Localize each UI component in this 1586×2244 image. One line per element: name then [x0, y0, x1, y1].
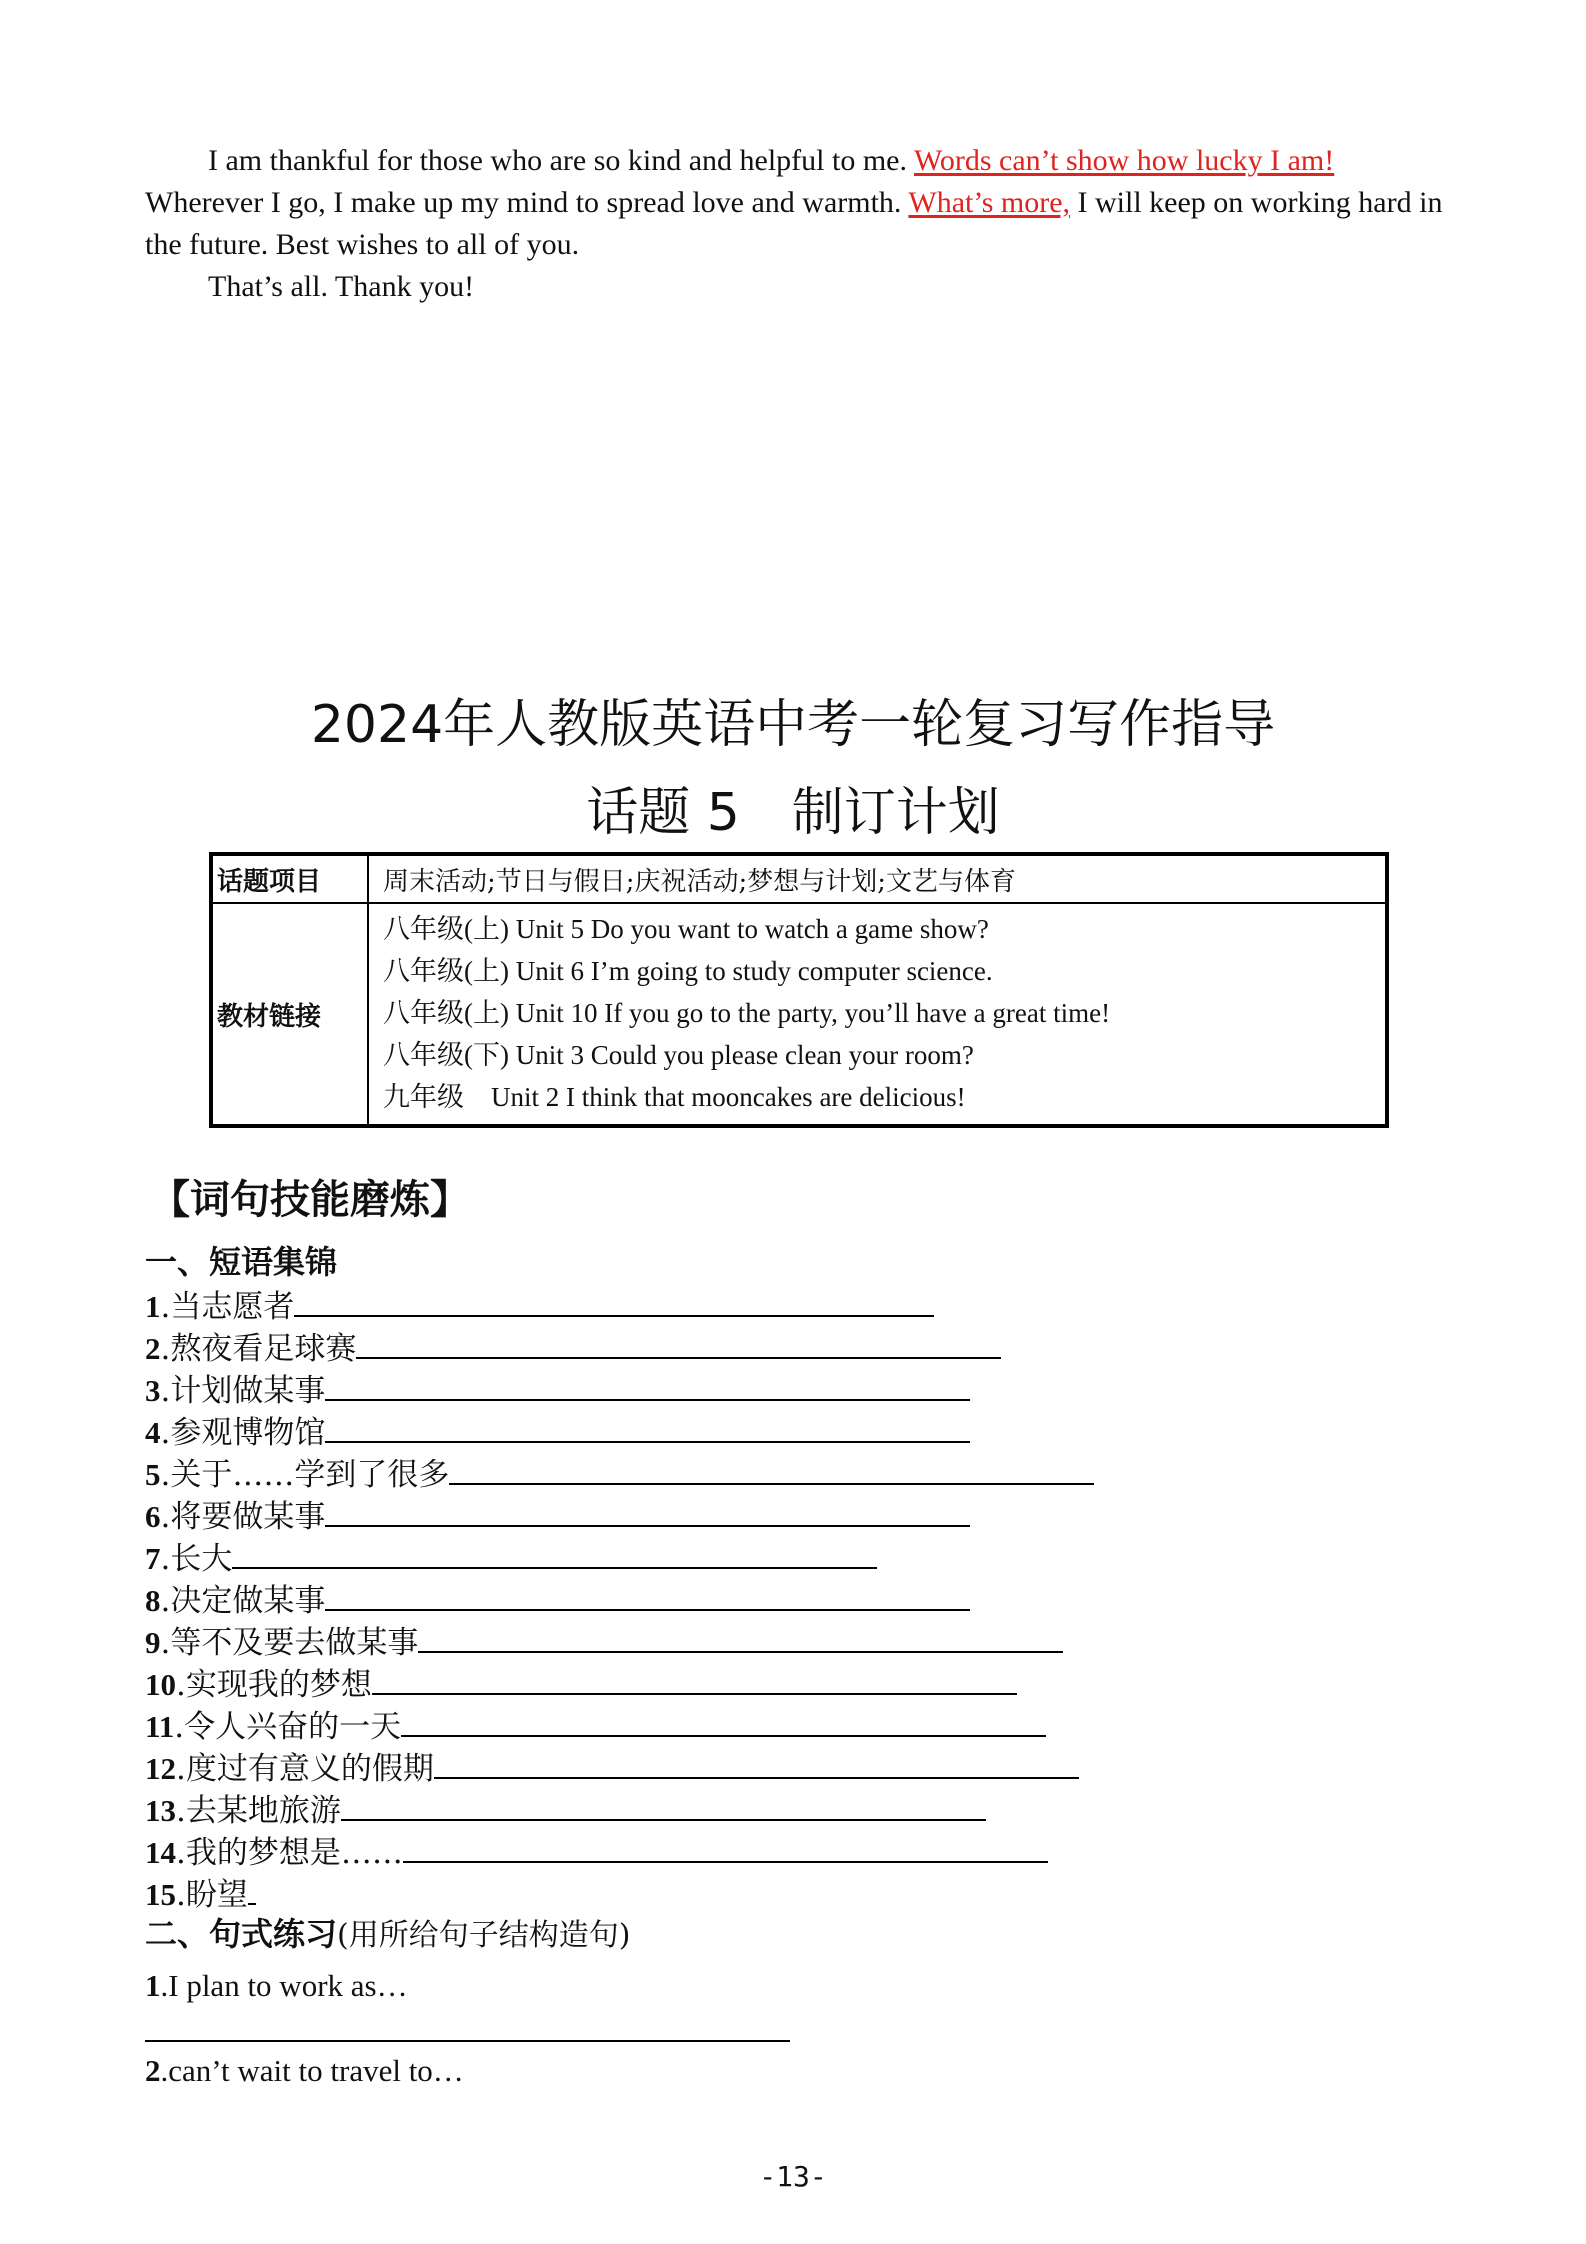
list-item — [145, 1409, 970, 1454]
answer-blank[interactable] — [325, 1367, 970, 1401]
item-text: .我的梦想是…… — [176, 1835, 403, 1871]
part1-heading: 一、短语集锦 — [145, 1243, 338, 1281]
item-number: 7 — [145, 1541, 161, 1576]
item-text: .I plan to work as… — [160, 1968, 408, 2003]
answer-line[interactable] — [145, 2040, 790, 2042]
item-text: .关于……学到了很多 — [160, 1457, 450, 1493]
list-item — [145, 1577, 970, 1622]
item-text: .等不及要去做某事 — [160, 1625, 419, 1661]
item-text: .决定做某事 — [160, 1583, 326, 1619]
answer-blank[interactable] — [325, 1493, 970, 1527]
part2-heading — [145, 1913, 630, 1957]
list-item — [145, 1367, 970, 1412]
item-number: 1 — [145, 1289, 161, 1324]
item-text: .将要做某事 — [160, 1499, 326, 1535]
answer-blank[interactable] — [434, 1745, 1079, 1779]
row-label: 教材链接 — [211, 903, 368, 1126]
item-number: 9 — [145, 1625, 161, 1660]
list-item — [145, 1745, 1079, 1790]
answer-blank[interactable] — [232, 1535, 877, 1569]
topic-title: 话题 5 制订计划 — [586, 783, 1000, 843]
answer-blank[interactable] — [403, 1829, 1048, 1863]
intro-text-2: Wherever I go, I make up my mind to spread love and warmth. — [145, 186, 909, 219]
list-item — [145, 1703, 1046, 1748]
intro-text-1: I am thankful for those who are so kind and helpful to me. — [208, 144, 914, 177]
answer-blank[interactable] — [341, 1787, 986, 1821]
highlighted-phrase-2: What’s more, — [908, 186, 1071, 219]
link-item: 八年级(上) Unit 10 If you go to the party, you’ll have a great time! — [383, 998, 1111, 1028]
textbook-links — [368, 903, 1387, 1126]
page-number: -13- — [759, 2160, 827, 2193]
sentence-prompt — [145, 2050, 464, 2092]
list-item — [145, 1787, 986, 1832]
intro-text-3: I will keep on working hard in the future. Best wishes to all of you. — [145, 186, 1443, 261]
answer-blank[interactable] — [356, 1325, 1001, 1359]
item-text: .参观博物馆 — [160, 1415, 326, 1451]
list-item — [145, 1283, 934, 1328]
list-item — [145, 1325, 1001, 1370]
item-number: 10 — [145, 1667, 176, 1702]
list-item — [145, 1619, 1063, 1664]
answer-blank[interactable] — [248, 1871, 256, 1905]
list-item — [145, 1661, 1017, 1706]
sentence-prompt — [145, 1965, 408, 2007]
part2-instruction: (用所给句子结构造句) — [337, 1918, 631, 1953]
item-text: .can’t wait to travel to… — [160, 2053, 464, 2088]
part2-title: 二、句式练习 — [145, 1915, 338, 1953]
link-item: 八年级(上) Unit 6 I’m going to study computer science. — [383, 956, 993, 986]
item-text: .盼望 — [176, 1877, 248, 1913]
highlighted-phrase-1: Words can’t show how lucky I am! — [913, 144, 1335, 177]
item-text: .计划做某事 — [160, 1373, 326, 1409]
page-title: 2024年人教版英语中考一轮复习写作指导 — [310, 695, 1276, 755]
list-item — [145, 1829, 1048, 1874]
link-item: 八年级(下) Unit 3 Could you please clean your room? — [383, 1040, 974, 1070]
item-number: 6 — [145, 1499, 161, 1534]
link-item: 九年级 Unit 2 I think that mooncakes are delicious! — [383, 1082, 966, 1112]
item-text: .令人兴奋的一天 — [174, 1709, 402, 1745]
topic-items: 周末活动;节日与假日;庆祝活动;梦想与计划;文艺与体育 — [368, 854, 1387, 903]
item-number: 1 — [145, 1968, 161, 2003]
answer-blank[interactable] — [418, 1619, 1063, 1653]
item-number: 3 — [145, 1373, 161, 1408]
item-text: .度过有意义的假期 — [176, 1751, 434, 1787]
table-row — [211, 903, 1387, 1126]
item-text: .当志愿者 — [160, 1289, 295, 1325]
item-number: 14 — [145, 1835, 176, 1870]
list-item — [145, 1451, 1094, 1496]
topic-table — [209, 852, 1389, 1128]
item-number: 4 — [145, 1415, 161, 1450]
item-text: .长大 — [160, 1541, 233, 1577]
answer-blank[interactable] — [372, 1661, 1017, 1695]
answer-blank[interactable] — [294, 1283, 934, 1317]
list-item — [145, 1493, 970, 1538]
closing-line: That’s all. Thank you! — [208, 270, 475, 303]
row-label: 话题项目 — [211, 854, 368, 903]
item-number: 2 — [145, 1331, 161, 1366]
intro-paragraph — [145, 140, 1455, 266]
table-row — [211, 854, 1387, 903]
item-text: .实现我的梦想 — [176, 1667, 372, 1703]
item-number: 5 — [145, 1457, 161, 1492]
item-number: 11 — [145, 1709, 175, 1744]
item-number: 12 — [145, 1751, 176, 1786]
item-text: .去某地旅游 — [176, 1793, 341, 1829]
answer-blank[interactable] — [449, 1451, 1094, 1485]
item-number: 13 — [145, 1793, 176, 1828]
answer-blank[interactable] — [325, 1577, 970, 1611]
item-number: 15 — [145, 1877, 176, 1912]
answer-blank[interactable] — [401, 1703, 1046, 1737]
link-item: 八年级(上) Unit 5 Do you want to watch a game show? — [383, 914, 989, 944]
item-number: 8 — [145, 1583, 161, 1618]
answer-blank[interactable] — [325, 1409, 970, 1443]
list-item — [145, 1871, 256, 1916]
item-text: .熬夜看足球赛 — [160, 1331, 357, 1367]
section-heading: 【词句技能磨炼】 — [150, 1177, 470, 1223]
list-item — [145, 1535, 877, 1580]
item-number: 2 — [145, 2053, 161, 2088]
